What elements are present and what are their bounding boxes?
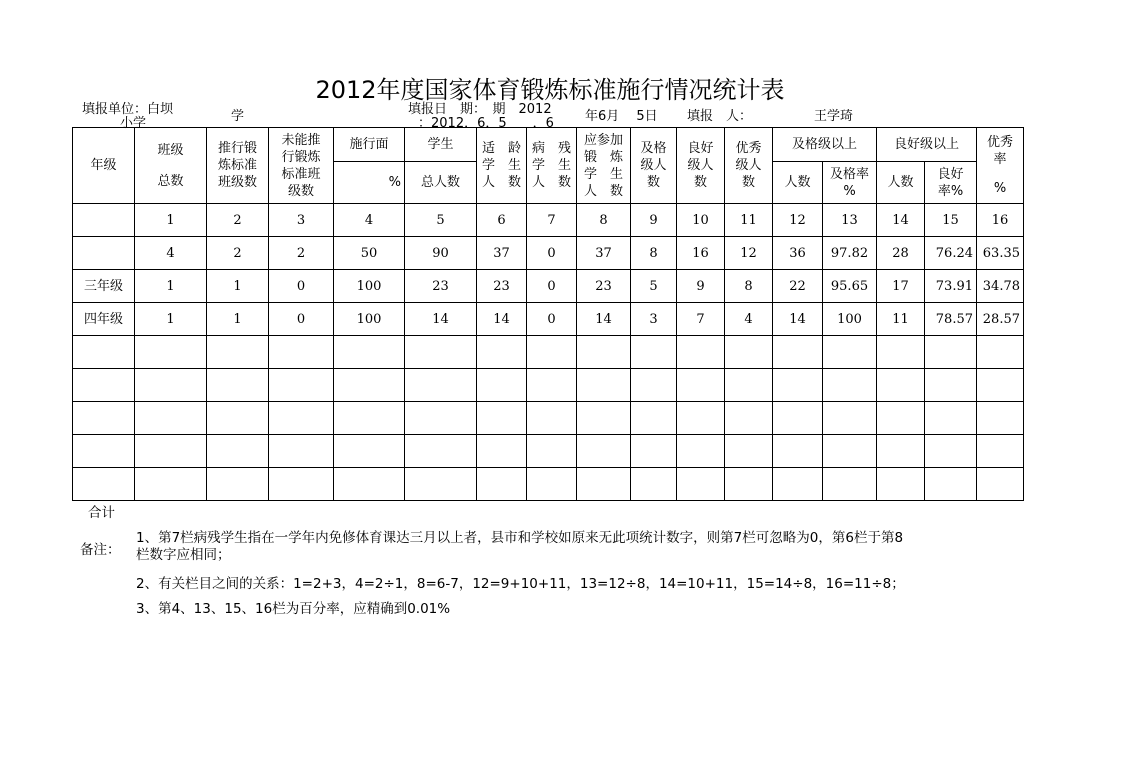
empty-cell	[773, 402, 823, 435]
remark-1-line2: 栏数字应相同；	[136, 547, 231, 563]
header-should-participate: 应参加 锻 炼 学 生 人 数	[577, 128, 631, 204]
empty-cell	[135, 468, 207, 501]
empty-cell	[725, 435, 773, 468]
empty-cell	[334, 336, 405, 369]
header-grade: 年级	[73, 128, 135, 204]
header-good-above: 良好级以上	[877, 128, 977, 162]
empty-cell	[925, 369, 977, 402]
value-cell: 1	[207, 303, 269, 336]
date-label: 填报日 期： 期 2012	[408, 102, 552, 117]
value-cell: 2	[269, 237, 334, 270]
grade-cell: 四年级	[73, 303, 135, 336]
header-students-total: 总人数	[405, 162, 477, 204]
column-number-cell: 4	[334, 204, 405, 237]
empty-cell	[823, 402, 877, 435]
empty-cell	[477, 435, 527, 468]
empty-cell	[773, 435, 823, 468]
empty-cell	[269, 369, 334, 402]
empty-cell	[577, 369, 631, 402]
header-coverage: 施行面	[334, 128, 405, 162]
value-cell: 4	[135, 237, 207, 270]
remark-2: 2、有关栏目之间的关系：1=2+3，4=2÷1，8=6-7，12=9+10+11，13=12÷8，14=10+11，15=14÷8，16=11÷8；	[136, 576, 905, 592]
value-cell: 17	[877, 270, 925, 303]
empty-row	[73, 435, 1024, 468]
column-number-cell: 9	[631, 204, 677, 237]
empty-cell	[405, 402, 477, 435]
empty-row	[73, 336, 1024, 369]
header-excellent-count: 优秀 级人 数	[725, 128, 773, 204]
table-row	[73, 270, 1024, 303]
value-cell: 100	[334, 270, 405, 303]
empty-cell	[877, 369, 925, 402]
column-number-cell: 3	[269, 204, 334, 237]
grade-cell	[73, 237, 135, 270]
value-cell: 100	[823, 303, 877, 336]
filler-label: 填报 人：	[687, 109, 753, 124]
value-cell: 2	[207, 237, 269, 270]
value-cell: 14	[773, 303, 823, 336]
empty-cell	[823, 468, 877, 501]
empty-cell	[135, 402, 207, 435]
header-pass-people: 人数	[773, 162, 823, 204]
empty-cell	[977, 369, 1024, 402]
empty-cell	[725, 402, 773, 435]
empty-cell	[925, 336, 977, 369]
empty-cell	[207, 402, 269, 435]
header-pass-rate: 及格率 %	[823, 162, 877, 204]
empty-cell	[269, 435, 334, 468]
value-cell: 23	[577, 270, 631, 303]
column-number-cell: 10	[677, 204, 725, 237]
column-number-cell: 16	[977, 204, 1024, 237]
empty-cell	[823, 435, 877, 468]
empty-cell	[477, 336, 527, 369]
value-cell: 23	[477, 270, 527, 303]
school-name-tail: 学	[231, 109, 245, 124]
table-row	[73, 237, 1024, 270]
header-good-rate: 良好 率%	[925, 162, 977, 204]
empty-cell	[877, 402, 925, 435]
column-number-cell: 11	[725, 204, 773, 237]
value-cell: 95.65	[823, 270, 877, 303]
empty-cell	[73, 336, 135, 369]
total-label: 合计	[88, 505, 115, 521]
empty-cell	[334, 435, 405, 468]
column-number-cell: 12	[773, 204, 823, 237]
empty-cell	[773, 468, 823, 501]
empty-cell	[527, 369, 577, 402]
empty-cell	[73, 402, 135, 435]
value-cell: 14	[477, 303, 527, 336]
value-cell: 16	[677, 237, 725, 270]
empty-cell	[577, 336, 631, 369]
column-number-cell: 14	[877, 204, 925, 237]
empty-cell	[925, 435, 977, 468]
page-title: 2012年度国家体育锻炼标准施行情况统计表	[315, 76, 785, 104]
value-cell: 0	[527, 237, 577, 270]
value-cell: 7	[677, 303, 725, 336]
value-cell: 97.82	[823, 237, 877, 270]
empty-cell	[631, 369, 677, 402]
value-cell: 14	[577, 303, 631, 336]
header-students: 学生	[405, 128, 477, 162]
header-promo-classes: 推行锻 炼标准 班级数	[207, 128, 269, 204]
empty-cell	[977, 435, 1024, 468]
empty-cell	[135, 435, 207, 468]
filler-name: 王学琦	[814, 109, 854, 124]
header-good-people: 人数	[877, 162, 925, 204]
value-cell: 11	[877, 303, 925, 336]
value-cell: 14	[405, 303, 477, 336]
date-tail: 年6月 5日	[585, 109, 658, 124]
empty-cell	[405, 369, 477, 402]
empty-cell	[977, 336, 1024, 369]
empty-cell	[677, 336, 725, 369]
empty-cell	[773, 336, 823, 369]
column-number-cell: 13	[823, 204, 877, 237]
empty-cell	[925, 468, 977, 501]
value-cell: 9	[677, 270, 725, 303]
empty-row	[73, 468, 1024, 501]
header-good-count: 良好 级人 数	[677, 128, 725, 204]
value-cell: 50	[334, 237, 405, 270]
remarks-label: 备注：	[80, 542, 121, 558]
empty-cell	[725, 336, 773, 369]
remark-1-line1: 1、第7栏病残学生指在一学年内免修体育课达三月以上者，县市和学校如原来无此项统计数字，则第7栏可忽略为0，第6栏于第8	[136, 530, 904, 546]
empty-cell	[877, 468, 925, 501]
column-number-cell: 6	[477, 204, 527, 237]
value-cell: 12	[725, 237, 773, 270]
column-number-cell: 5	[405, 204, 477, 237]
column-number-cell: 7	[527, 204, 577, 237]
empty-cell	[577, 468, 631, 501]
header-class-total: 班级 总数	[135, 128, 207, 204]
value-cell: 37	[577, 237, 631, 270]
empty-cell	[334, 369, 405, 402]
value-cell: 5	[631, 270, 677, 303]
value-cell: 78.57	[925, 303, 977, 336]
value-cell: 0	[269, 270, 334, 303]
empty-row	[73, 369, 1024, 402]
empty-cell	[631, 336, 677, 369]
school-label: 填报单位：白坝	[82, 102, 174, 117]
empty-cell	[334, 468, 405, 501]
empty-cell	[477, 468, 527, 501]
empty-cell	[677, 369, 725, 402]
value-cell: 37	[477, 237, 527, 270]
empty-cell	[823, 336, 877, 369]
empty-cell	[677, 468, 725, 501]
value-cell: 63.35	[977, 237, 1024, 270]
value-cell: 90	[405, 237, 477, 270]
empty-cell	[631, 435, 677, 468]
empty-cell	[925, 402, 977, 435]
empty-cell	[877, 336, 925, 369]
value-cell: 4	[725, 303, 773, 336]
value-cell: 1	[135, 270, 207, 303]
value-cell: 76.24	[925, 237, 977, 270]
value-cell: 28	[877, 237, 925, 270]
column-number-cell: 8	[577, 204, 631, 237]
empty-cell	[135, 336, 207, 369]
empty-cell	[405, 468, 477, 501]
empty-cell	[269, 468, 334, 501]
header-coverage-unit: %	[334, 162, 405, 204]
date-line2: ：2012．6．5 ．6	[418, 116, 554, 131]
empty-cell	[773, 369, 823, 402]
remark-3: 3、第4、13、15、16栏为百分率，应精确到0.01%	[136, 601, 451, 617]
empty-cell	[527, 435, 577, 468]
empty-cell	[725, 369, 773, 402]
value-cell: 34.78	[977, 270, 1024, 303]
school-name-line2: 小学	[120, 116, 147, 131]
empty-cell	[73, 435, 135, 468]
header-non-promo-classes: 未能推 行锻炼 标准班 级数	[269, 128, 334, 204]
empty-cell	[207, 336, 269, 369]
empty-cell	[73, 369, 135, 402]
table-row	[73, 303, 1024, 336]
statistics-table	[72, 127, 1024, 501]
value-cell: 73.91	[925, 270, 977, 303]
empty-cell	[477, 402, 527, 435]
empty-cell	[207, 468, 269, 501]
column-number-row	[73, 204, 1024, 237]
column-number-cell: 1	[135, 204, 207, 237]
empty-cell	[405, 336, 477, 369]
empty-cell	[477, 369, 527, 402]
empty-cell	[677, 402, 725, 435]
empty-cell	[631, 468, 677, 501]
empty-cell	[577, 435, 631, 468]
empty-cell	[334, 402, 405, 435]
empty-cell	[135, 369, 207, 402]
empty-cell	[877, 435, 925, 468]
header-disabled: 病 残 学 生 人 数	[527, 128, 577, 204]
empty-cell	[207, 435, 269, 468]
empty-cell	[527, 468, 577, 501]
empty-cell	[405, 435, 477, 468]
empty-cell	[631, 402, 677, 435]
value-cell: 100	[334, 303, 405, 336]
empty-cell	[527, 336, 577, 369]
value-cell: 8	[631, 237, 677, 270]
grade-cell: 三年级	[73, 270, 135, 303]
header-pass-count: 及格 级人 数	[631, 128, 677, 204]
value-cell: 3	[631, 303, 677, 336]
value-cell: 8	[725, 270, 773, 303]
header-pass-above: 及格级以上	[773, 128, 877, 162]
header-age-eligible: 适 龄 学 生 人 数	[477, 128, 527, 204]
grade-cell	[73, 204, 135, 237]
value-cell: 28.57	[977, 303, 1024, 336]
value-cell: 0	[527, 270, 577, 303]
empty-cell	[823, 369, 877, 402]
empty-cell	[677, 435, 725, 468]
empty-cell	[977, 402, 1024, 435]
value-cell: 0	[269, 303, 334, 336]
empty-cell	[73, 468, 135, 501]
value-cell: 1	[207, 270, 269, 303]
empty-cell	[577, 402, 631, 435]
empty-row	[73, 402, 1024, 435]
column-number-cell: 2	[207, 204, 269, 237]
empty-cell	[269, 402, 334, 435]
value-cell: 0	[527, 303, 577, 336]
empty-cell	[269, 336, 334, 369]
header-excellent-rate: 优秀 率 %	[977, 128, 1024, 204]
empty-cell	[527, 402, 577, 435]
empty-cell	[207, 369, 269, 402]
value-cell: 1	[135, 303, 207, 336]
value-cell: 22	[773, 270, 823, 303]
value-cell: 23	[405, 270, 477, 303]
empty-cell	[977, 468, 1024, 501]
value-cell: 36	[773, 237, 823, 270]
column-number-cell: 15	[925, 204, 977, 237]
empty-cell	[725, 468, 773, 501]
